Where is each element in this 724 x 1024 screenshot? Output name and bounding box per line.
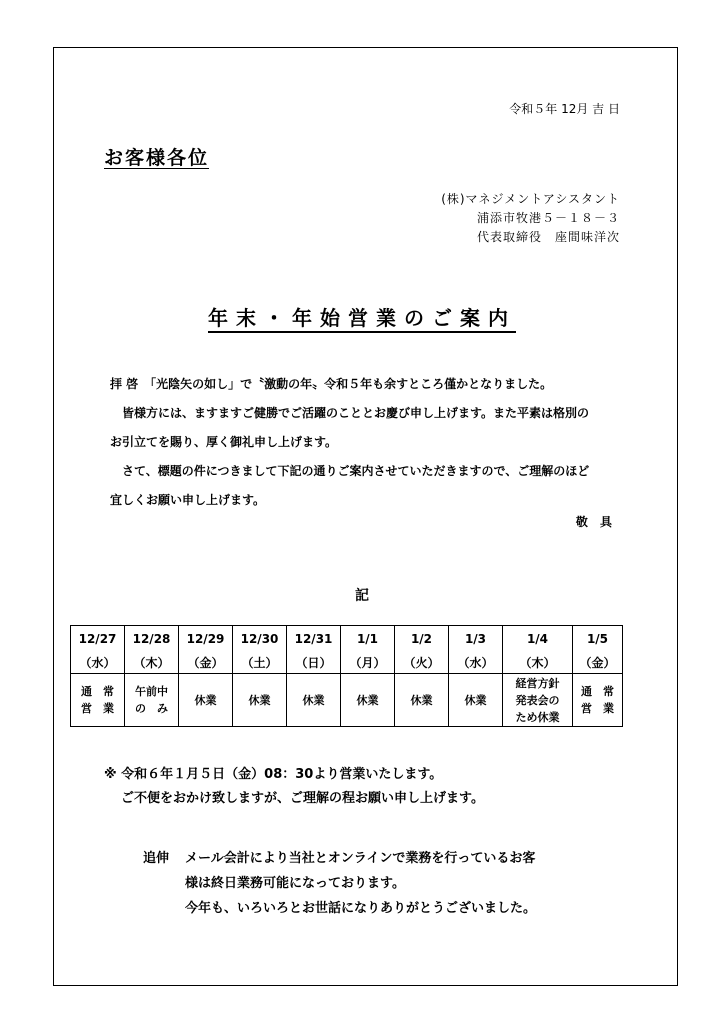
date-cell: 1/5 [573, 626, 623, 652]
addressee: お客様各位 [104, 147, 210, 169]
note-line: ※ 令和６年１月５日（金）08：30より営業いたします。 [104, 767, 443, 782]
letter-body [110, 370, 589, 515]
status-cell: 休業 [341, 674, 395, 727]
sender-block [441, 190, 620, 247]
status-text: 午前中 [135, 685, 168, 698]
postscript-label: 追伸 [143, 851, 170, 866]
weekday-cell: （水） [449, 651, 503, 674]
business-note [104, 763, 484, 811]
note-line: ご不便をおかけ致しますが、ご理解の程お願い申し上げます。 [121, 791, 484, 806]
weekday-row [71, 651, 623, 674]
body-line: さて、標題の件につきまして下記の通りご案内させていただきますので、ご理解のほど [110, 464, 590, 478]
schedule-table [70, 625, 623, 727]
date-cell: 12/28 [125, 626, 179, 652]
status-text: 発表会の [515, 693, 560, 707]
status-text: 営 業 [81, 702, 114, 715]
postscript-line: 様は終日業務可能になっております。 [185, 876, 405, 891]
status-cell: 休業 [449, 674, 503, 727]
status-text: 通 常 [581, 685, 614, 698]
weekday-cell: （日） [287, 651, 341, 674]
status-text: の み [135, 702, 168, 715]
sender-address: 浦添市牧港５－１８－３ [476, 211, 620, 225]
date-cell: 12/29 [179, 626, 233, 652]
date-cell: 1/2 [395, 626, 449, 652]
status-text: ため休業 [515, 710, 560, 724]
status-cell [125, 674, 179, 727]
status-cell: 休業 [179, 674, 233, 727]
status-cell [573, 674, 623, 727]
status-cell: 休業 [287, 674, 341, 727]
date-cell: 1/4 [503, 626, 573, 652]
weekday-cell: （木） [125, 651, 179, 674]
weekday-cell: （木） [503, 651, 573, 674]
postscript-line: 今年も、いろいろとお世話になりありがとうございました。 [185, 901, 537, 916]
status-text: 営 業 [581, 702, 614, 715]
status-text: 経営方針 [515, 676, 560, 690]
weekday-cell: （金） [573, 651, 623, 674]
weekday-cell: （金） [179, 651, 233, 674]
letter-date: 令和５年 12月 吉 日 [509, 102, 620, 116]
weekday-cell: （土） [233, 651, 287, 674]
date-row [71, 626, 623, 652]
status-cell [71, 674, 125, 727]
date-cell: 12/30 [233, 626, 287, 652]
status-cell [503, 674, 573, 727]
status-text: 通 常 [81, 685, 114, 698]
page-title: 年末・年始営業のご案内 [208, 306, 516, 330]
body-line: 拝 啓 「光陰矢の如し」で〝激動の年〟令和５年も余すところ僅かとなりました。 [110, 377, 553, 391]
postscript [143, 846, 536, 921]
weekday-cell: （月） [341, 651, 395, 674]
weekday-cell: （水） [71, 651, 125, 674]
status-cell: 休業 [233, 674, 287, 727]
closing: 敬 具 [575, 515, 616, 529]
ki-heading: 記 [355, 588, 369, 604]
body-line: 宜しくお願い申し上げます。 [110, 493, 266, 507]
sender-company: (株)マネジメントアシスタント [441, 192, 620, 206]
sender-representative: 代表取締役 座間味洋次 [476, 230, 620, 244]
body-line: お引立てを賜り、厚く御礼申し上げます。 [110, 435, 338, 449]
status-row [71, 674, 623, 727]
date-cell: 12/27 [71, 626, 125, 652]
status-cell: 休業 [395, 674, 449, 727]
date-cell: 1/1 [341, 626, 395, 652]
body-line: 皆様方には、ますますご健勝でご活躍のこととお慶び申し上げます。また平素は格別の [110, 406, 590, 420]
date-cell: 12/31 [287, 626, 341, 652]
weekday-cell: （火） [395, 651, 449, 674]
postscript-line: メール会計により当社とオンラインで業務を行っているお客 [185, 851, 536, 866]
date-cell: 1/3 [449, 626, 503, 652]
